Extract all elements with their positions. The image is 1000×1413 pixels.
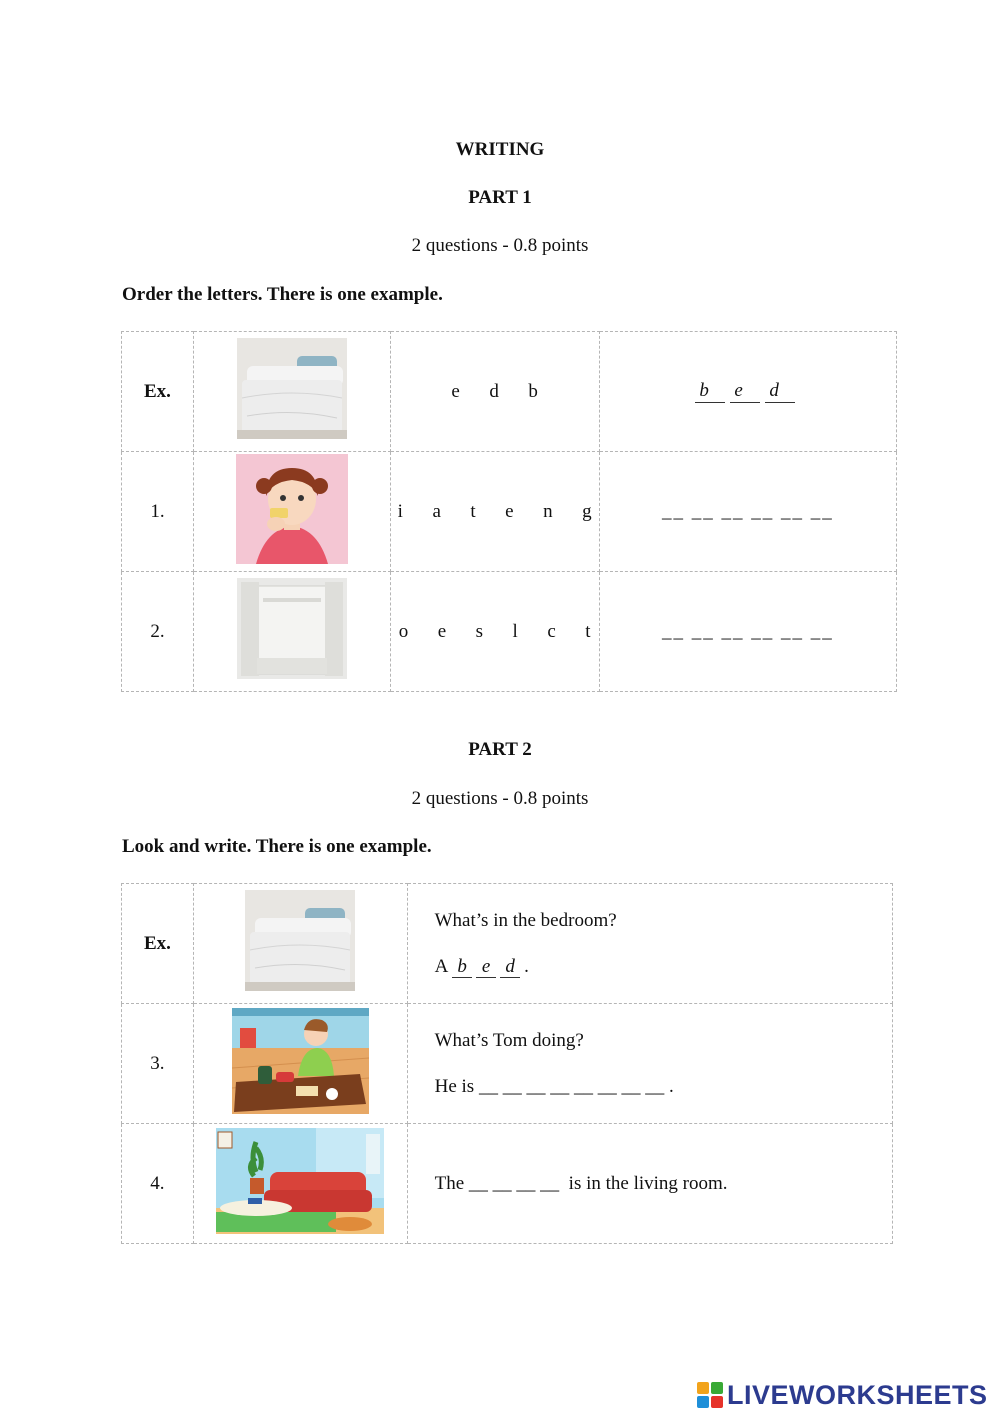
table-row	[122, 452, 897, 572]
answer-blank[interactable]: __ __ __ __ __ __	[661, 500, 834, 522]
closet-photo-icon	[237, 578, 347, 679]
part1-instruction: Order the letters. There is one example.	[122, 284, 443, 305]
answer-blank[interactable]: He is __ __ __ __ __ __ __ __ .	[434, 1075, 674, 1097]
bed-photo-icon	[245, 890, 355, 991]
answer-blank[interactable]: __ __ __ __ __ __	[661, 620, 834, 642]
logo-grid-icon	[697, 1382, 723, 1408]
question-text: What’s Tom doing?	[434, 1029, 584, 1051]
part2-table	[121, 883, 893, 1244]
scrambled-letters: e d b	[451, 380, 538, 402]
row-number: 2.	[122, 572, 194, 692]
part1-table	[121, 331, 897, 692]
part2-instruction: Look and write. There is one example.	[122, 836, 432, 857]
table-row	[122, 1004, 893, 1124]
table-row	[122, 1124, 893, 1244]
scrambled-letters: i a t e n g	[397, 500, 592, 522]
part1-title: PART 1	[468, 187, 532, 208]
row-number: Ex.	[122, 332, 194, 452]
answer-letter: e	[730, 380, 760, 403]
living-room-icon	[216, 1128, 384, 1234]
answer-letter: d	[500, 957, 520, 978]
boy-cleaning-icon	[232, 1008, 369, 1114]
table-row	[122, 572, 897, 692]
logo-text: LIVEWORKSHEETS	[727, 1379, 988, 1410]
part1-points: 2 questions - 0.8 points	[411, 235, 589, 256]
part2-title: PART 2	[468, 739, 532, 760]
table-row	[122, 332, 897, 452]
liveworksheets-logo	[697, 1378, 988, 1412]
answer-prefix: A	[434, 955, 448, 977]
example-answer	[435, 955, 892, 979]
question-text: What’s in the bedroom?	[434, 909, 617, 931]
bed-photo-icon	[237, 338, 347, 439]
row-number: Ex.	[122, 884, 194, 1004]
answer-letter: b	[452, 957, 472, 978]
worksheet-heading: WRITING	[455, 139, 545, 160]
answer-letter: e	[476, 957, 496, 978]
girl-eating-icon	[236, 454, 348, 564]
part2-points: 2 questions - 0.8 points	[411, 788, 589, 809]
scrambled-letters: o e s l c t	[398, 620, 591, 642]
answer-letter: b	[695, 380, 725, 403]
row-number: 3.	[122, 1004, 194, 1124]
table-row	[122, 884, 893, 1004]
row-number: 4.	[122, 1124, 194, 1244]
answer-blank[interactable]: The __ __ __ __ is in the living room.	[434, 1172, 728, 1194]
answer-suffix: .	[524, 955, 529, 977]
answer-letter: d	[765, 380, 795, 403]
row-number: 1.	[122, 452, 194, 572]
example-answer	[695, 380, 800, 403]
